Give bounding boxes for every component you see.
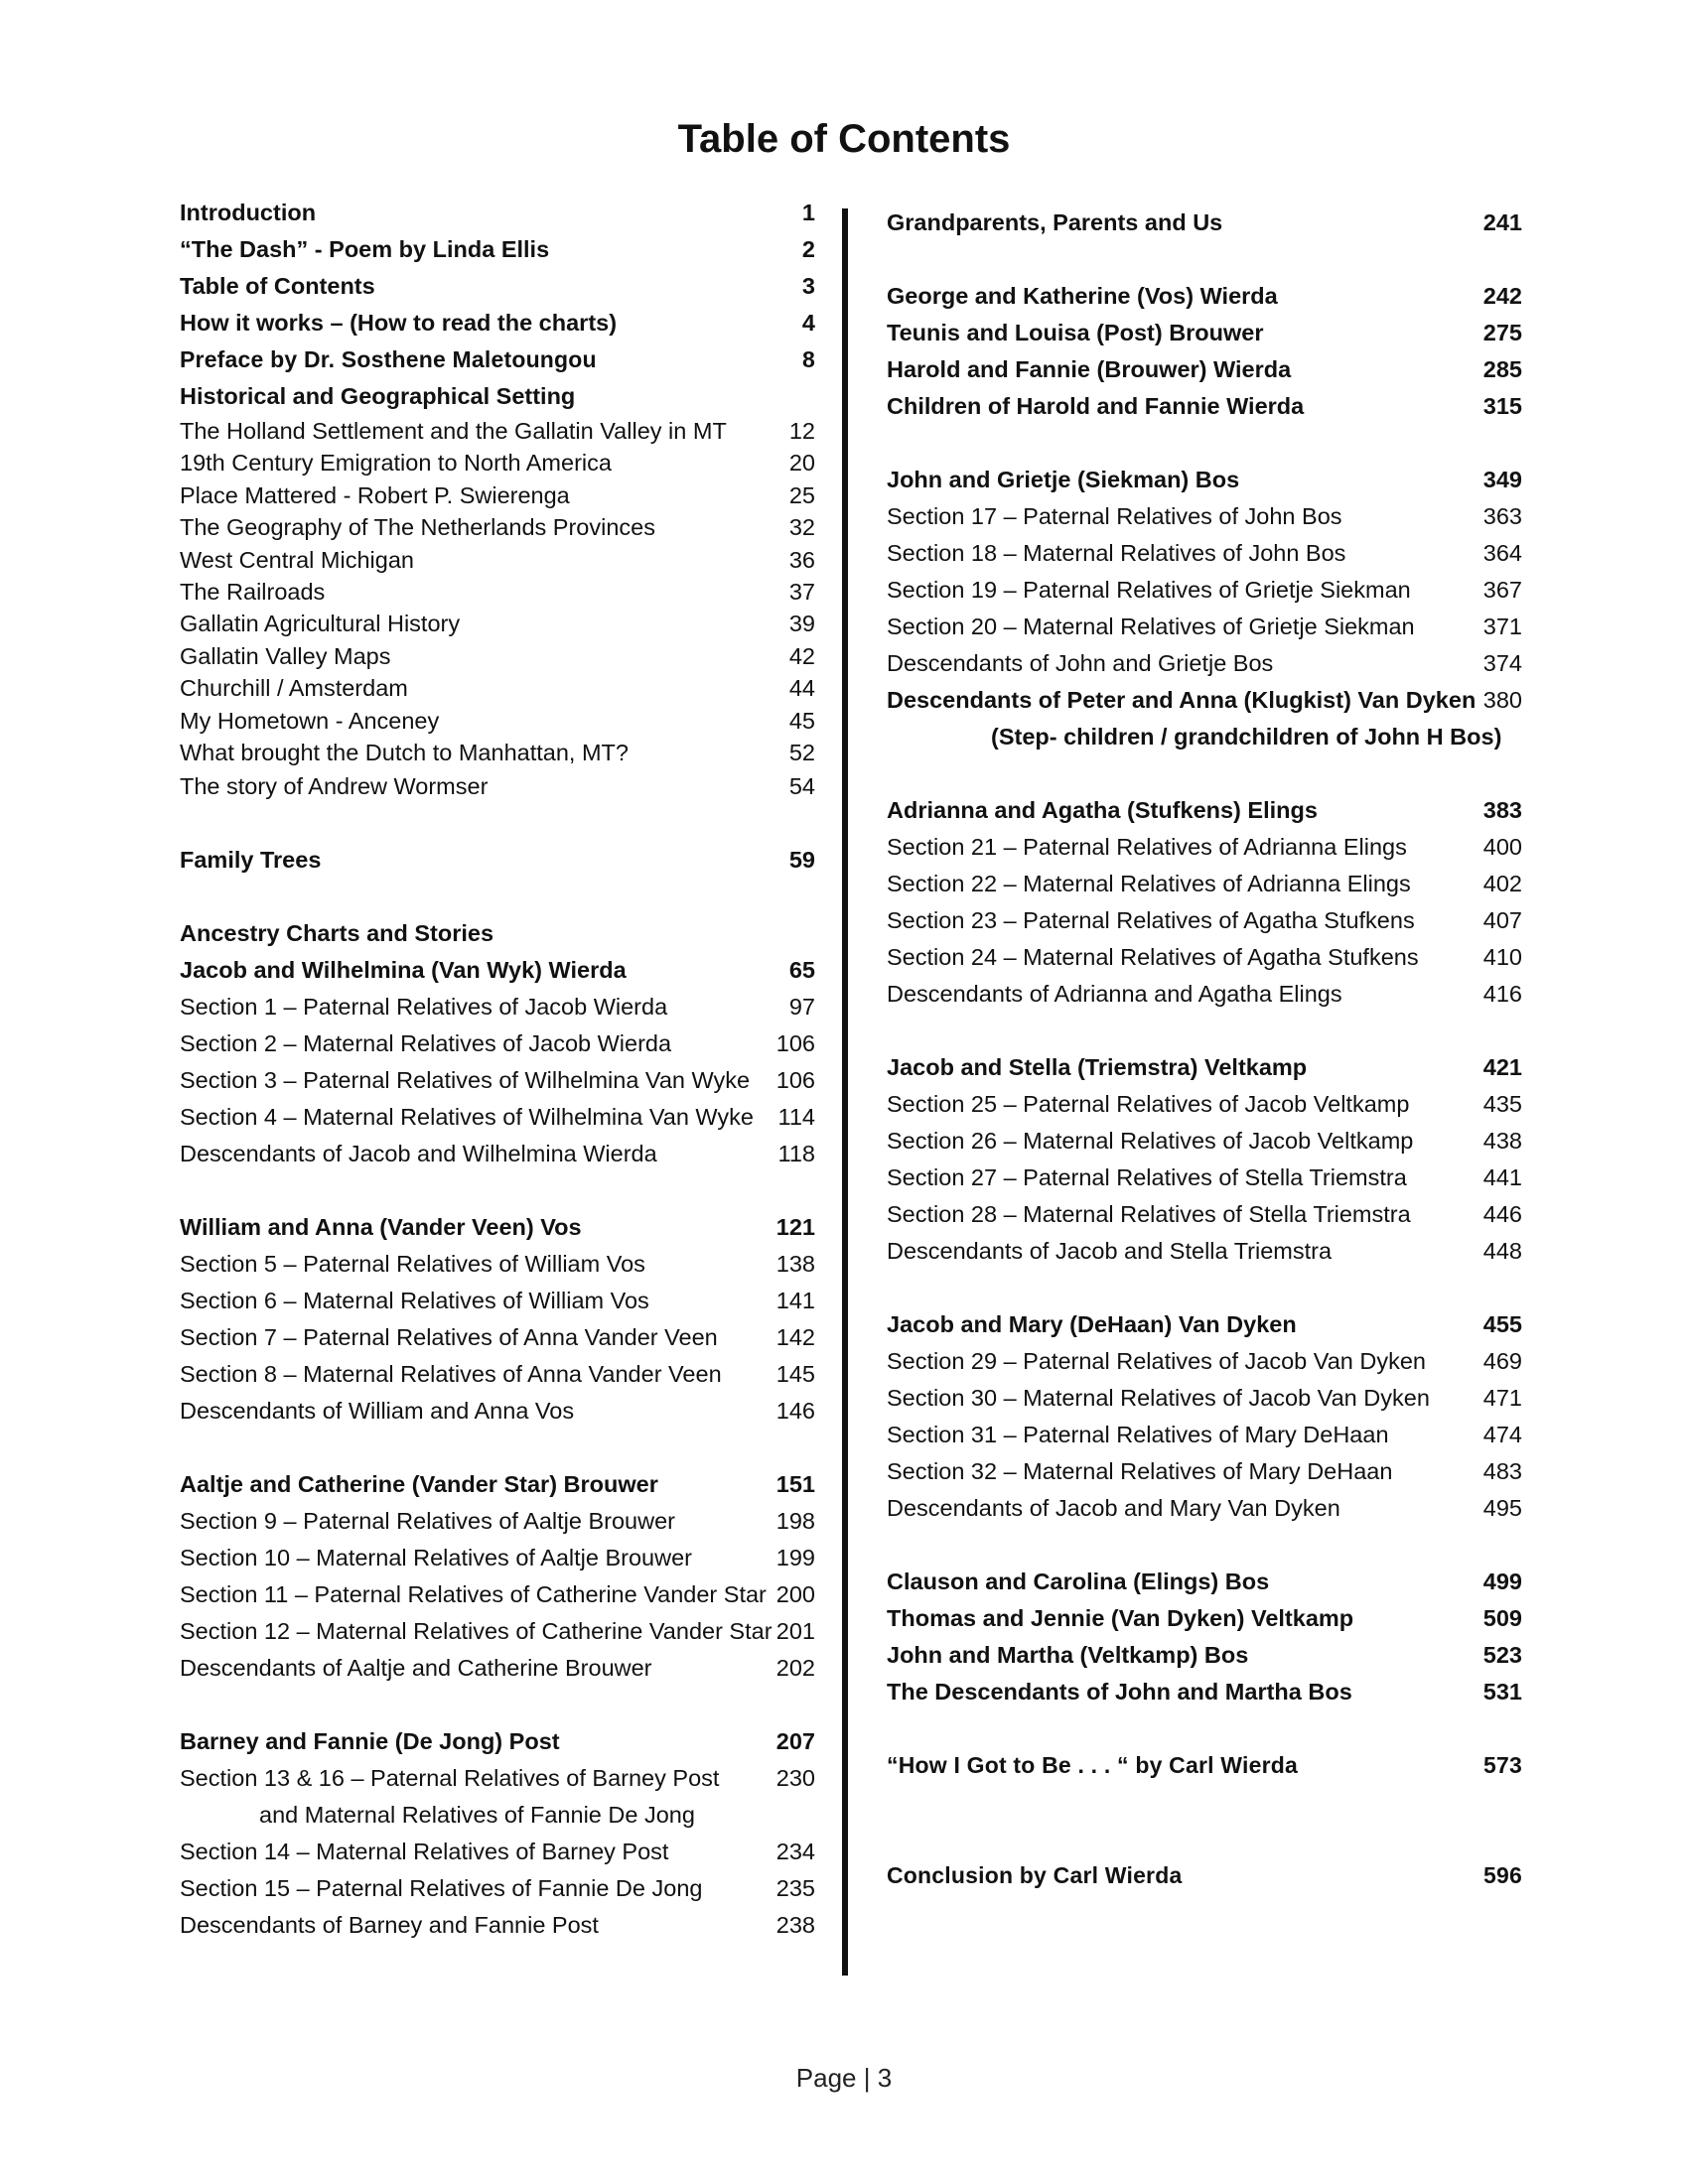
- toc-entry: [180, 1503, 815, 1540]
- toc-entry: [887, 1343, 1522, 1380]
- toc-entry: [887, 1453, 1522, 1490]
- toc-entry-title: Section 10 – Maternal Relatives of Aaltje Brouwer: [180, 1545, 692, 1571]
- toc-entry: [887, 1637, 1522, 1674]
- toc-spacer: [887, 1013, 1522, 1049]
- toc-entry-title: The Geography of The Netherlands Provinces: [180, 514, 655, 541]
- toc-entry-page: 573: [1483, 1752, 1522, 1778]
- toc-entry: [180, 1136, 815, 1172]
- toc-entry-page: 402: [1482, 871, 1522, 896]
- toc-entry-title: Grandparents, Parents and Us: [887, 209, 1223, 235]
- toc-spacer: [887, 1710, 1522, 1747]
- toc-entry-page: 363: [1482, 503, 1522, 529]
- toc-entry: [180, 952, 815, 989]
- toc-entry-page: 138: [775, 1251, 815, 1278]
- toc-entry: [180, 1723, 815, 1760]
- toc-entry: [887, 1196, 1522, 1233]
- toc-entry-page: 146: [775, 1398, 815, 1425]
- toc-entry: [887, 351, 1522, 388]
- toc-entry-page: 202: [775, 1655, 815, 1682]
- toc-entry-page: 499: [1482, 1569, 1522, 1594]
- toc-entry-title: Section 21 – Paternal Relatives of Adrianna Elings: [887, 834, 1407, 860]
- toc-entry: [180, 511, 815, 543]
- toc-entry: [887, 498, 1522, 535]
- toc-entry-page: 455: [1482, 1311, 1522, 1337]
- toc-entry: [180, 768, 815, 805]
- toc-entry: [180, 1613, 815, 1650]
- toc-entry-title: Section 22 – Maternal Relatives of Adrianna Elings: [887, 871, 1411, 896]
- toc-entry-title: Section 26 – Maternal Relatives of Jacob Veltkamp: [887, 1128, 1414, 1154]
- toc-entry: [180, 608, 815, 639]
- toc-entry-title: Aaltje and Catherine (Vander Star) Brouwer: [180, 1471, 658, 1498]
- toc-entry: [180, 479, 815, 511]
- toc-entry-title: Section 17 – Paternal Relatives of John Bos: [887, 503, 1342, 529]
- toc-entry: [887, 1306, 1522, 1343]
- toc-entry-title: Clauson and Carolina (Elings) Bos: [887, 1569, 1270, 1594]
- toc-entry-page: 371: [1482, 614, 1522, 639]
- toc-entry: [180, 1907, 815, 1944]
- toc-entry-title: Section 25 – Paternal Relatives of Jacob Veltkamp: [887, 1091, 1410, 1117]
- toc-entry: [180, 1466, 815, 1503]
- toc-entry-page: 596: [1483, 1862, 1522, 1888]
- toc-entry-title: The Holland Settlement and the Gallatin Valley in MT: [180, 418, 727, 444]
- toc-entry: [180, 705, 815, 737]
- toc-entry-page: 400: [1482, 834, 1522, 860]
- toc-entry-page: 471: [1482, 1385, 1522, 1411]
- toc-entry-title: William and Anna (Vander Veen) Vos: [180, 1214, 582, 1241]
- toc-entry: [887, 535, 1522, 572]
- toc-entry-title: Gallatin Agricultural History: [180, 611, 461, 637]
- toc-entry-page: 25: [788, 481, 815, 508]
- toc-entry-title: Ancestry Charts and Stories: [180, 920, 494, 947]
- toc-entry-title: Jacob and Wilhelmina (Van Wyk) Wierda: [180, 957, 627, 984]
- toc-spacer: [887, 755, 1522, 792]
- toc-entry-title: Section 13 & 16 – Paternal Relatives of Barney Post: [180, 1765, 720, 1792]
- toc-entry-page: 416: [1482, 981, 1522, 1007]
- toc-entry-page: 199: [775, 1545, 815, 1571]
- toc-entry-page: 200: [775, 1581, 815, 1608]
- toc-spacer: [180, 1687, 815, 1723]
- toc-entry-page: 65: [788, 957, 815, 984]
- toc-spacer: [180, 1430, 815, 1466]
- toc-entry-page: 364: [1482, 540, 1522, 566]
- toc-entry-page: 367: [1482, 577, 1522, 603]
- toc-entry-page: 145: [775, 1361, 815, 1388]
- toc-spacer: [887, 425, 1522, 462]
- toc-entry-title: Section 1 – Paternal Relatives of Jacob Wierda: [180, 994, 668, 1021]
- toc-entry: [887, 1857, 1522, 1894]
- toc-entry-title: Section 12 – Maternal Relatives of Catherine Vander Star: [180, 1618, 773, 1645]
- toc-left-column: [180, 195, 815, 1944]
- toc-entry-title: Descendants of Peter and Anna (Klugkist) Van Dyken: [887, 687, 1477, 713]
- toc-entry-title: West Central Michigan: [180, 546, 414, 573]
- toc-entry-page: 97: [788, 994, 815, 1021]
- toc-entry-title: Section 29 – Paternal Relatives of Jacob Van Dyken: [887, 1348, 1426, 1374]
- toc-entry-title: Descendants of Jacob and Mary Van Dyken: [887, 1495, 1340, 1521]
- toc-entry-page: 407: [1482, 907, 1522, 933]
- toc-entry-page: 32: [788, 514, 815, 541]
- toc-entry-title: Section 4 – Maternal Relatives of Wilhelmina Van Wyke: [180, 1104, 754, 1131]
- toc-entry-title: The story of Andrew Wormser: [180, 773, 489, 800]
- toc-entry: [180, 305, 815, 341]
- toc-entry-page: 2: [801, 236, 815, 262]
- toc-entry-title: Section 31 – Paternal Relatives of Mary DeHaan: [887, 1422, 1389, 1447]
- toc-entry: [180, 842, 815, 879]
- toc-entry-title: Place Mattered - Robert P. Swierenga: [180, 481, 570, 508]
- toc-entry: [180, 544, 815, 576]
- toc-entry-title: Section 2 – Maternal Relatives of Jacob Wierda: [180, 1030, 672, 1057]
- toc-entry: [180, 231, 815, 268]
- toc-entry-page: 421: [1482, 1054, 1522, 1080]
- toc-entry: [180, 640, 815, 672]
- toc-entry: [180, 1834, 815, 1870]
- toc-entry: [887, 205, 1522, 241]
- page-title: Table of Contents: [677, 117, 1011, 161]
- toc-entry-title: Section 28 – Maternal Relatives of Stella Triemstra: [887, 1201, 1411, 1227]
- toc-entry-title: Descendants of William and Anna Vos: [180, 1398, 575, 1425]
- toc-entry-title: What brought the Dutch to Manhattan, MT?: [180, 739, 629, 765]
- toc-entry-page: 118: [777, 1141, 815, 1167]
- toc-entry-title: Historical and Geographical Setting: [180, 383, 576, 409]
- toc-entry: [887, 315, 1522, 351]
- toc-entry-title: Section 32 – Maternal Relatives of Mary DeHaan: [887, 1458, 1393, 1484]
- toc-entry: [180, 915, 815, 952]
- toc-entry: [887, 1747, 1522, 1784]
- toc-entry-page: 495: [1482, 1495, 1522, 1521]
- toc-entry: [180, 447, 815, 478]
- toc-entry: [180, 576, 815, 608]
- toc-entry: [180, 672, 815, 704]
- toc-entry-title: Descendants of Adrianna and Agatha Elings: [887, 981, 1342, 1007]
- toc-entry: [180, 1870, 815, 1907]
- toc-entry: [887, 1086, 1522, 1123]
- toc-entry: [887, 1160, 1522, 1196]
- toc-entry-title: Section 11 – Paternal Relatives of Catherine Vander Star: [180, 1581, 767, 1608]
- toc-entry-title: Family Trees: [180, 847, 322, 874]
- toc-entry-title: Adrianna and Agatha (Stufkens) Elings: [887, 797, 1318, 823]
- toc-entry: [887, 1049, 1522, 1086]
- toc-entry-title: How it works – (How to read the charts): [180, 310, 618, 336]
- toc-entry-title: My Hometown - Anceney: [180, 707, 440, 734]
- toc-entry: [180, 737, 815, 768]
- toc-entry: [180, 1209, 815, 1246]
- toc-entry-title: Descendants of John and Grietje Bos: [887, 650, 1274, 676]
- toc-entry: [180, 1393, 815, 1430]
- toc-entry-title: Children of Harold and Fannie Wierda: [887, 393, 1305, 419]
- toc-entry-page: 349: [1482, 467, 1522, 492]
- toc-entry: [180, 1283, 815, 1319]
- toc-entry-page: 114: [777, 1104, 815, 1131]
- toc-entry-title: Section 6 – Maternal Relatives of William Vos: [180, 1288, 649, 1314]
- toc-spacer: [887, 1527, 1522, 1564]
- toc-entry-title: Descendants of Barney and Fannie Post: [180, 1912, 599, 1939]
- toc-entry-page: 238: [775, 1912, 815, 1939]
- toc-entry-page: 235: [775, 1875, 815, 1902]
- toc-entry-title: Harold and Fannie (Brouwer) Wierda: [887, 356, 1292, 382]
- toc-entry-title: Thomas and Jennie (Van Dyken) Veltkamp: [887, 1605, 1354, 1631]
- toc-entry: [180, 1650, 815, 1687]
- toc-right-column: [887, 205, 1522, 1894]
- toc-entry-title: (Step- children / grandchildren of John H Bos): [991, 724, 1502, 750]
- toc-entry-page: 242: [1482, 283, 1522, 309]
- toc-spacer: [887, 1821, 1522, 1857]
- toc-entry-title: George and Katherine (Vos) Wierda: [887, 283, 1278, 309]
- toc-entry-page: 54: [788, 773, 815, 800]
- toc-entry-page: 59: [788, 847, 815, 874]
- toc-entry-title: Section 7 – Paternal Relatives of Anna Vander Veen: [180, 1324, 718, 1351]
- toc-entry-title: Section 8 – Maternal Relatives of Anna Vander Veen: [180, 1361, 722, 1388]
- toc-entry: [180, 1797, 815, 1834]
- toc-spacer: [180, 805, 815, 842]
- toc-entry-title: “How I Got to Be . . . “ by Carl Wierda: [887, 1752, 1298, 1778]
- toc-entry: [180, 1246, 815, 1283]
- toc-entry-page: 315: [1482, 393, 1522, 419]
- toc-entry: [180, 1099, 815, 1136]
- toc-spacer: [180, 1172, 815, 1209]
- toc-entry-page: 198: [775, 1508, 815, 1535]
- toc-entry-title: Table of Contents: [180, 273, 375, 299]
- toc-entry: [180, 1319, 815, 1356]
- toc-entry: [180, 1025, 815, 1062]
- toc-entry-title: Descendants of Jacob and Stella Triemstra: [887, 1238, 1333, 1264]
- toc-entry-page: 106: [775, 1030, 815, 1057]
- toc-entry-page: 37: [788, 578, 815, 605]
- toc-entry: [887, 1417, 1522, 1453]
- toc-entry: [180, 341, 815, 378]
- toc-entry-page: 106: [775, 1067, 815, 1094]
- page-number-footer: Page | 3: [795, 2063, 893, 2093]
- toc-entry: [180, 1540, 815, 1576]
- toc-entry-page: 483: [1482, 1458, 1522, 1484]
- toc-entry: [180, 1576, 815, 1613]
- toc-entry-page: 383: [1482, 797, 1522, 823]
- toc-entry-title: Section 23 – Paternal Relatives of Agatha Stufkens: [887, 907, 1415, 933]
- toc-entry-title: Section 5 – Paternal Relatives of William Vos: [180, 1251, 645, 1278]
- toc-entry: [180, 195, 815, 231]
- toc-entry-title: Section 27 – Paternal Relatives of Stella Triemstra: [887, 1164, 1407, 1190]
- toc-entry-page: 474: [1482, 1422, 1522, 1447]
- toc-entry-page: 44: [788, 675, 815, 702]
- toc-entry-title: Gallatin Valley Maps: [180, 642, 391, 669]
- toc-entry-title: John and Martha (Veltkamp) Bos: [887, 1642, 1249, 1668]
- toc-entry-page: 435: [1482, 1091, 1522, 1117]
- toc-entry-page: 469: [1482, 1348, 1522, 1374]
- toc-entry-page: 448: [1482, 1238, 1522, 1264]
- toc-entry-page: 36: [788, 546, 815, 573]
- toc-entry-page: 285: [1482, 356, 1522, 382]
- toc-entry: [887, 829, 1522, 866]
- toc-entry: [887, 682, 1522, 719]
- toc-entry-page: 207: [775, 1728, 815, 1755]
- toc-entry: [887, 1490, 1522, 1527]
- toc-entry-title: Section 20 – Maternal Relatives of Grietje Siekman: [887, 614, 1415, 639]
- toc-entry-page: 230: [775, 1765, 815, 1792]
- toc-entry: [887, 719, 1522, 755]
- toc-entry-page: 201: [775, 1618, 815, 1645]
- toc-entry: [887, 609, 1522, 645]
- toc-entry-title: and Maternal Relatives of Fannie De Jong: [259, 1802, 695, 1829]
- toc-entry-title: Jacob and Mary (DeHaan) Van Dyken: [887, 1311, 1297, 1337]
- toc-entry-title: Preface by Dr. Sosthene Maletoungou: [180, 346, 597, 372]
- toc-entry: [180, 1062, 815, 1099]
- toc-entry: [887, 902, 1522, 939]
- toc-entry-page: 39: [788, 611, 815, 637]
- toc-spacer: [887, 1270, 1522, 1306]
- toc-entry: [180, 378, 815, 415]
- toc-entry-page: 42: [788, 642, 815, 669]
- toc-entry-page: 20: [788, 450, 815, 477]
- toc-entry-page: 121: [775, 1214, 815, 1241]
- toc-entry-title: Section 15 – Paternal Relatives of Fannie De Jong: [180, 1875, 703, 1902]
- toc-entry-page: 374: [1482, 650, 1522, 676]
- toc-entry-page: 45: [788, 707, 815, 734]
- toc-entry: [887, 1123, 1522, 1160]
- toc-entry-page: 441: [1482, 1164, 1522, 1190]
- toc-entry: [887, 1600, 1522, 1637]
- toc-entry: [887, 1674, 1522, 1710]
- toc-entry-title: Section 3 – Paternal Relatives of Wilhelmina Van Wyke: [180, 1067, 751, 1094]
- toc-entry: [887, 645, 1522, 682]
- toc-entry-page: 141: [775, 1288, 815, 1314]
- toc-entry: [887, 939, 1522, 976]
- toc-entry-title: 19th Century Emigration to North America: [180, 450, 612, 477]
- toc-entry-page: 241: [1482, 209, 1522, 235]
- toc-entry-page: 234: [775, 1839, 815, 1865]
- toc-entry-page: 142: [775, 1324, 815, 1351]
- toc-entry: [887, 976, 1522, 1013]
- toc-entry-title: Section 30 – Maternal Relatives of Jacob Van Dyken: [887, 1385, 1430, 1411]
- toc-entry: [180, 989, 815, 1025]
- toc-spacer: [887, 1784, 1522, 1821]
- toc-spacer: [180, 879, 815, 915]
- toc-entry-title: The Descendants of John and Martha Bos: [887, 1679, 1352, 1705]
- toc-entry-page: 275: [1482, 320, 1522, 345]
- toc-entry-page: 380: [1482, 687, 1522, 713]
- toc-entry: [180, 1760, 815, 1797]
- toc-entry-page: 410: [1482, 944, 1522, 970]
- toc-entry-page: 3: [801, 273, 815, 299]
- toc-entry: [887, 1233, 1522, 1270]
- toc-entry-page: 446: [1482, 1201, 1522, 1227]
- toc-entry-title: Descendants of Aaltje and Catherine Brouwer: [180, 1655, 652, 1682]
- toc-entry: [887, 1564, 1522, 1600]
- toc-entry: [887, 792, 1522, 829]
- toc-entry: [180, 415, 815, 447]
- toc-entry-page: 12: [788, 418, 815, 444]
- toc-entry-title: John and Grietje (Siekman) Bos: [887, 467, 1240, 492]
- toc-entry-page: 523: [1482, 1642, 1522, 1668]
- toc-entry-title: Section 14 – Maternal Relatives of Barney Post: [180, 1839, 669, 1865]
- toc-entry: [887, 278, 1522, 315]
- toc-entry-title: Section 18 – Maternal Relatives of John Bos: [887, 540, 1346, 566]
- toc-entry-title: Barney and Fannie (De Jong) Post: [180, 1728, 560, 1755]
- toc-entry: [887, 462, 1522, 498]
- toc-entry-page: 531: [1482, 1679, 1522, 1705]
- toc-entry-title: The Railroads: [180, 578, 326, 605]
- toc-entry: [887, 1380, 1522, 1417]
- toc-entry: [887, 388, 1522, 425]
- toc-entry-page: 52: [788, 739, 815, 765]
- toc-entry: [180, 1356, 815, 1393]
- toc-entry-page: 4: [801, 310, 815, 336]
- toc-entry-title: Section 24 – Maternal Relatives of Agatha Stufkens: [887, 944, 1419, 970]
- toc-entry-page: 1: [801, 200, 815, 225]
- toc-entry: [887, 572, 1522, 609]
- toc-entry-title: “The Dash” - Poem by Linda Ellis: [180, 236, 550, 262]
- column-divider: [842, 208, 848, 1976]
- toc-entry-title: Teunis and Louisa (Post) Brouwer: [887, 320, 1264, 345]
- toc-entry-page: 509: [1482, 1605, 1522, 1631]
- toc-entry-page: 151: [775, 1471, 815, 1498]
- toc-entry-title: Conclusion by Carl Wierda: [887, 1862, 1183, 1888]
- toc-entry-title: Jacob and Stella (Triemstra) Veltkamp: [887, 1054, 1308, 1080]
- toc-entry-title: Churchill / Amsterdam: [180, 675, 408, 702]
- toc-entry-page: 8: [802, 346, 815, 372]
- toc-entry-title: Section 19 – Paternal Relatives of Grietje Siekman: [887, 577, 1411, 603]
- toc-entry-title: Section 9 – Paternal Relatives of Aaltje Brouwer: [180, 1508, 675, 1535]
- toc-entry-page: 438: [1482, 1128, 1522, 1154]
- toc-entry: [180, 268, 815, 305]
- toc-entry: [887, 866, 1522, 902]
- toc-spacer: [887, 241, 1522, 278]
- toc-entry-title: Introduction: [180, 200, 317, 225]
- toc-entry-title: Descendants of Jacob and Wilhelmina Wierda: [180, 1141, 657, 1167]
